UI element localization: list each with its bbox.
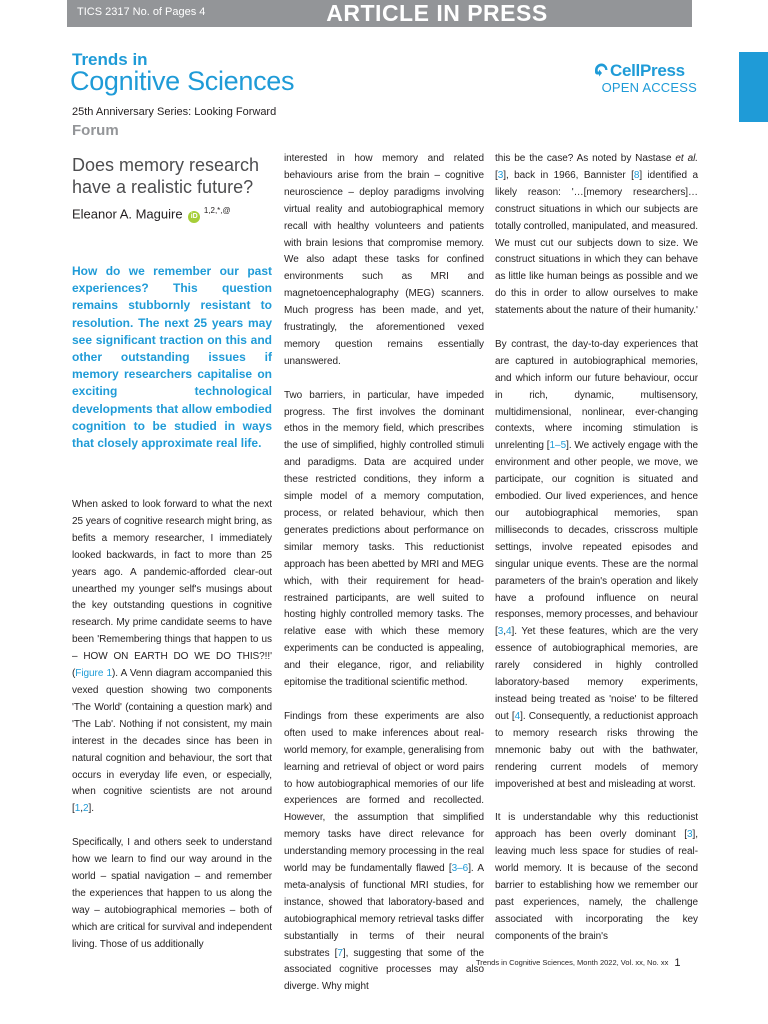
open-access-label: OPEN ACCESS xyxy=(601,80,697,95)
series-label: 25th Anniversary Series: Looking Forward xyxy=(72,106,277,118)
paragraph: interested in how memory and related behaviours arise from the brain – cognitive neuroscience – deploy paradigms involving virtual reality and autobiographical memory recall with healthy volunteers and patients with brain lesions that compromise memory. We also adapt these tasks for confined environments such as MRI and magnetoencephalography (MEG) scanners. Much progress has been made, and yet, frustratingly, the aforementioned vexed memory question remains essentially unanswered. xyxy=(284,153,484,367)
paragraph: It is understandable why this reductionist approach has been overly dominant [3], leaving much less space for studies of real-world memory. It is because of the second barrier to establishing how we remember our past experiences, namely, the challenge associated with incorporating the key components of the brain's xyxy=(495,812,698,942)
page-footer xyxy=(476,957,680,969)
footer-citation: Trends in Cognitive Sciences, Month 2022, Vol. xx, No. xx xyxy=(476,958,669,967)
paragraph: Specifically, I and others seek to understand how we learn to find our way around in the world – spatial navigation – and remember the experiences that happen to us along the way – autobiographical memories – both of which are critical for survival and independent living. Those of us additionally xyxy=(72,837,272,950)
banner-label: ARTICLE IN PRESS xyxy=(326,0,548,26)
section-label: Forum xyxy=(72,122,119,139)
body-column-1 xyxy=(72,497,272,970)
citation-link[interactable]: 3–6 xyxy=(451,863,469,875)
paragraph: Two barriers, in particular, have impeded progress. The first involves the dominant ethos in the memory field, which prescribes the use of simplified, highly controlled stimuli and paradigms. Data are acquired under these restricted conditions, they inform a simple model of a memory computation, process, or related behaviour, which then generates predictions about performance on similar memory tasks. This reductionist approach has been abetted by MRI and MEG which, with their requirement for head-restrained participants, are well suited to hosting highly controlled memory tasks. The relative ease with which these memory experiments can be conducted is appealing, and their elegance, rigor, and reliability epitomise the traditional scientific method. xyxy=(284,389,484,689)
article-in-press-banner xyxy=(67,0,692,27)
orcid-icon[interactable]: iD xyxy=(188,211,200,223)
body-column-3 xyxy=(495,151,698,962)
author-name: Eleanor A. Maguire xyxy=(72,206,183,222)
citation-link[interactable]: 3 xyxy=(497,169,504,181)
citation-link[interactable]: 1 xyxy=(74,803,81,815)
paragraph: By contrast, the day-to-day experiences that are captured in autobiographical memories, and which inform our future behaviour, occur in rich, dynamic, multisensory, multidimensional, nonlinear, ever-changing contexts, where incoming stimulation is unrelenting [1–5]. We actively engage with the environment and other people, we move, we participate, our cognition is situated and embodied. Our lived experiences, and hence our autobiographical memories, span milliseconds to decades, crisscross multiple settings, involve repeated episodes and singular unique events. These are the normal parameters of the brain's operation and likely have a profound influence on neural responses, memory processes, and behaviour [3,4]. Yet these features, which are the very essence of autobiographical memories, are rarely considered in highly controlled laboratory-based memory experiments, instead being treated as 'noise' to be filtered out [4]. Consequently, a reductionist approach to memory research risks throwing the mnemonic baby out with the bathwater, rendering current models of memory impoverished at best and misleading at worst. xyxy=(495,338,699,790)
citation-link[interactable]: 3 xyxy=(497,626,504,638)
figure-link[interactable]: Figure 1 xyxy=(75,668,112,680)
publisher-name: CellPress xyxy=(610,61,685,80)
journal-side-tab xyxy=(739,52,768,122)
page-number: 1 xyxy=(674,957,681,969)
author-affiliations: 1,2,*,@ xyxy=(203,206,231,215)
journal-name-prefix: Trends in xyxy=(72,50,148,69)
paragraph: Findings from these experiments are also often used to make inferences about real-world memory, for example, generalising from learning and retrieval of object or word pairs to how autobiographical memories of our life experiences are formed and recollected. However, the assumption that simplified memory tasks have direct relevance for understanding memory processing in the real world may be fundamentally flawed [3–6]. A meta-analysis of functional MRI studies, for instance, showed that laboratory-based and autobiographical memory retrieval tasks differ substantially in terms of their neural substrates [7], suggesting that some of the associated cognitive processes may also diverge. Why might xyxy=(284,710,484,993)
paragraph: this be the case? As noted by Nastase et al. [3], back in 1966, Bannister [8] identified a likely reason: '…[memory researchers]…construct situations in which our subjects are totally controlled, manipulated, and measured. We must cut our subjects down to size. We construct situations in which they can behave as little like human beings as possible and we do this in order to allow ourselves to make statements about the nature of their humanity.' xyxy=(495,153,698,317)
cellpress-icon xyxy=(592,62,608,78)
citation-link[interactable]: 8 xyxy=(633,169,640,181)
paragraph: When asked to look forward to what the next 25 years of cognitive research might bring, as befits a memory researcher, I immediately looked backwards, in fact to more than 25 years ago. A pandemic-afforded clear-out unearthed my younger self's musings about the key outstanding questions in cognitive research. My prime candidate seems to have been 'Remembering things that happen to us – HOW ON EARTH DO WE DO THIS?!!' (Figure 1). A Venn diagram accompanied this vexed question showing two components 'The World' (containing a question mark) and 'The Lab'. Nothing if not consistent, my main interest in the decades since has been in natural cognition and behaviour, the sort that occurs in everyday life even, or especially, when cognitive scientists are not around [1,2]. xyxy=(72,499,272,815)
author-line xyxy=(72,206,231,223)
citation-link[interactable]: 2 xyxy=(82,803,89,815)
article-title: Does memory research have a realistic future? xyxy=(72,155,260,197)
citation-link[interactable]: 1–5 xyxy=(549,440,567,452)
publisher-logo xyxy=(592,61,685,81)
citation-link[interactable]: 4 xyxy=(514,710,521,722)
citation-link[interactable]: 4 xyxy=(505,626,512,638)
manuscript-reference: TICS 2317 No. of Pages 4 xyxy=(77,6,206,18)
body-column-2 xyxy=(284,151,484,1013)
journal-name: Cognitive Sciences xyxy=(70,66,295,96)
citation-link[interactable]: 7 xyxy=(337,947,343,959)
article-abstract: How do we remember our past experiences? This question remains stubbornly resistant to resolution. The next 25 years may see significant traction on this and other outstanding issues if memory researchers capitalise on exciting technological developments that allow embodied cognition to be studied in ways that closely approximate real life. xyxy=(72,264,272,451)
citation-link[interactable]: 3 xyxy=(687,829,693,841)
